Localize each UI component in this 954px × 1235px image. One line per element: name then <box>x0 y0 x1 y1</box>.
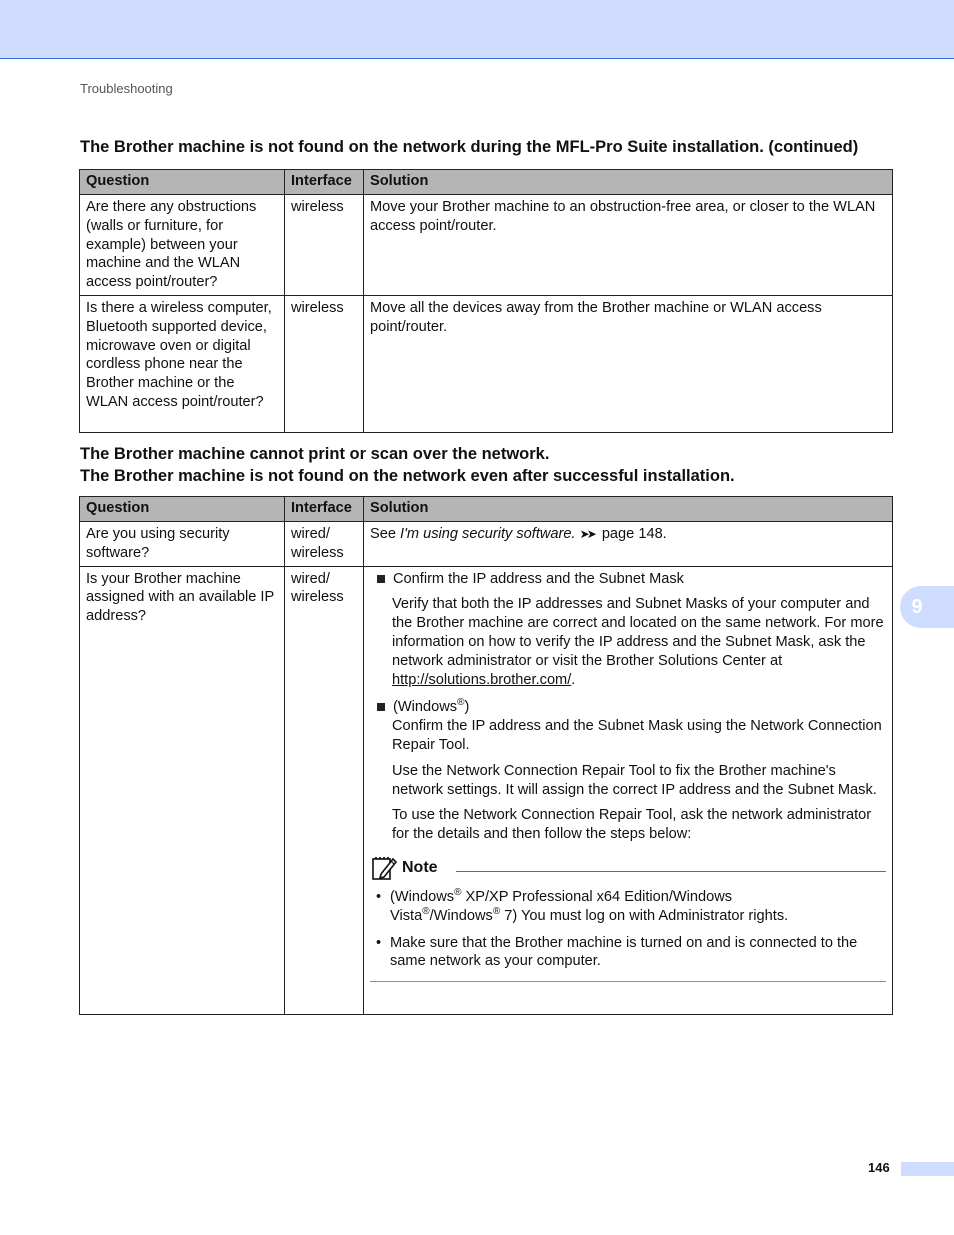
col-interface: Interface <box>285 497 364 522</box>
note-text-part: /Windows <box>429 907 493 924</box>
bullet-title <box>393 698 469 717</box>
section1-title: The Brother machine is not found on the network during the MFL-Pro Suite installation. (continued) <box>80 138 859 156</box>
solution-cell: Move all the devices away from the Brother machine or WLAN access point/router. <box>364 295 893 432</box>
bullet-text: Verify that both the IP addresses and Subnet Masks of your computer and the Brother machine are correct and located on the same network. For more information on how to verify the IP address and the Subnet Mask, ask the network administrator or visit the Brother Solutions Center at <box>392 596 884 669</box>
chapter-tab[interactable] <box>900 586 954 628</box>
table-row <box>80 295 893 432</box>
bullet-title: Confirm the IP address and the Subnet Mask <box>393 570 684 587</box>
close-paren: ) <box>464 699 470 716</box>
solutions-center-link[interactable]: http://solutions.brother.com/ <box>392 671 572 688</box>
note-text: Make sure that the Brother machine is turned on and is connected to the same network as your computer. <box>390 934 858 970</box>
table-row <box>80 195 893 296</box>
note-divider <box>456 871 886 872</box>
note-bullet: • <box>376 888 382 905</box>
note-end-divider <box>370 981 886 982</box>
note-text-part: Vista <box>390 907 423 924</box>
square-bullet-icon <box>377 575 385 583</box>
square-bullet-icon <box>377 703 385 711</box>
interface-wired: wired/ <box>291 570 330 587</box>
question-cell: Are you using security software? <box>80 522 285 567</box>
note-item <box>370 934 886 972</box>
section1-table <box>79 169 893 433</box>
note-text-part: 7) You must log on with Administrator rights. <box>500 907 789 924</box>
section2-title-line1: The Brother machine cannot print or scan over the network. <box>80 445 550 463</box>
cross-reference-title[interactable]: I'm using security software. <box>400 526 576 542</box>
section2-title-line2: The Brother machine is not found on the network even after successful installation. <box>80 467 735 485</box>
see-text: See <box>370 526 396 542</box>
question-cell: Is your Brother machine assigned with an available IP address? <box>80 566 285 1014</box>
note-text-part: XP/XP Professional x64 Edition/Windows <box>461 888 733 905</box>
col-interface: Interface <box>285 170 364 195</box>
double-arrow-icon: ➤➤ <box>579 527 594 541</box>
registered-mark: ® <box>492 905 501 917</box>
note-text-part: (Windows <box>390 888 455 905</box>
note-header <box>370 854 886 882</box>
note-item <box>370 888 886 926</box>
registered-mark: ® <box>457 697 465 709</box>
col-solution: Solution <box>364 497 893 522</box>
note-pad-icon <box>370 854 398 882</box>
question-cell: Are there any obstructions (walls or furniture, for example) between your machine and the WLAN access point/router? <box>80 195 285 296</box>
solution-cell <box>364 522 893 567</box>
period: . <box>571 671 576 688</box>
solution-cell <box>364 566 893 1014</box>
interface-cell: wireless <box>285 195 364 296</box>
note-text <box>390 888 788 926</box>
chapter-number: 9 <box>911 596 923 618</box>
table-header-row <box>80 170 893 195</box>
note-bullet: • <box>376 934 382 951</box>
interface-cell <box>285 566 364 1014</box>
bullet-paragraph: To use the Network Connection Repair Tool, ask the network administrator for the details and then follow the steps below: <box>392 807 872 843</box>
table-row <box>80 566 893 1014</box>
cross-reference-page[interactable]: page 148. <box>601 526 667 542</box>
col-solution: Solution <box>364 170 893 195</box>
interface-wireless: wireless <box>291 544 344 561</box>
table-header-row <box>80 497 893 522</box>
header-bar <box>0 0 954 59</box>
interface-cell <box>285 522 364 567</box>
page-number-bar <box>901 1162 954 1176</box>
windows-label: (Windows <box>393 699 458 716</box>
bullet-paragraph: Confirm the IP address and the Subnet Mask using the Network Connection Repair Tool. <box>392 718 882 753</box>
note-title: Note <box>402 858 438 876</box>
interface-wireless: wireless <box>291 589 344 606</box>
bullet-paragraph <box>392 595 886 689</box>
running-head: Troubleshooting <box>80 81 173 96</box>
col-question: Question <box>80 170 285 195</box>
registered-mark: ® <box>454 887 462 899</box>
bullet-item <box>370 570 886 589</box>
section2-table <box>79 496 893 1015</box>
interface-cell: wireless <box>285 295 364 432</box>
table-row <box>80 522 893 567</box>
col-question: Question <box>80 497 285 522</box>
interface-wired: wired/ <box>291 526 330 542</box>
page-number: 146 <box>868 1160 890 1175</box>
bullet-item <box>370 698 886 717</box>
bullet-paragraph: Use the Network Connection Repair Tool to fix the Brother machine's network settings. It will assign the correct IP address and the Subnet Mask. <box>392 762 877 798</box>
registered-mark: ® <box>422 905 430 917</box>
solution-cell: Move your Brother machine to an obstruction-free area, or closer to the WLAN access point/router. <box>364 195 893 296</box>
question-cell: Is there a wireless computer, Bluetooth supported device, microwave oven or digital cordless phone near the Brother machine or the WLAN access point/router? <box>80 295 285 432</box>
